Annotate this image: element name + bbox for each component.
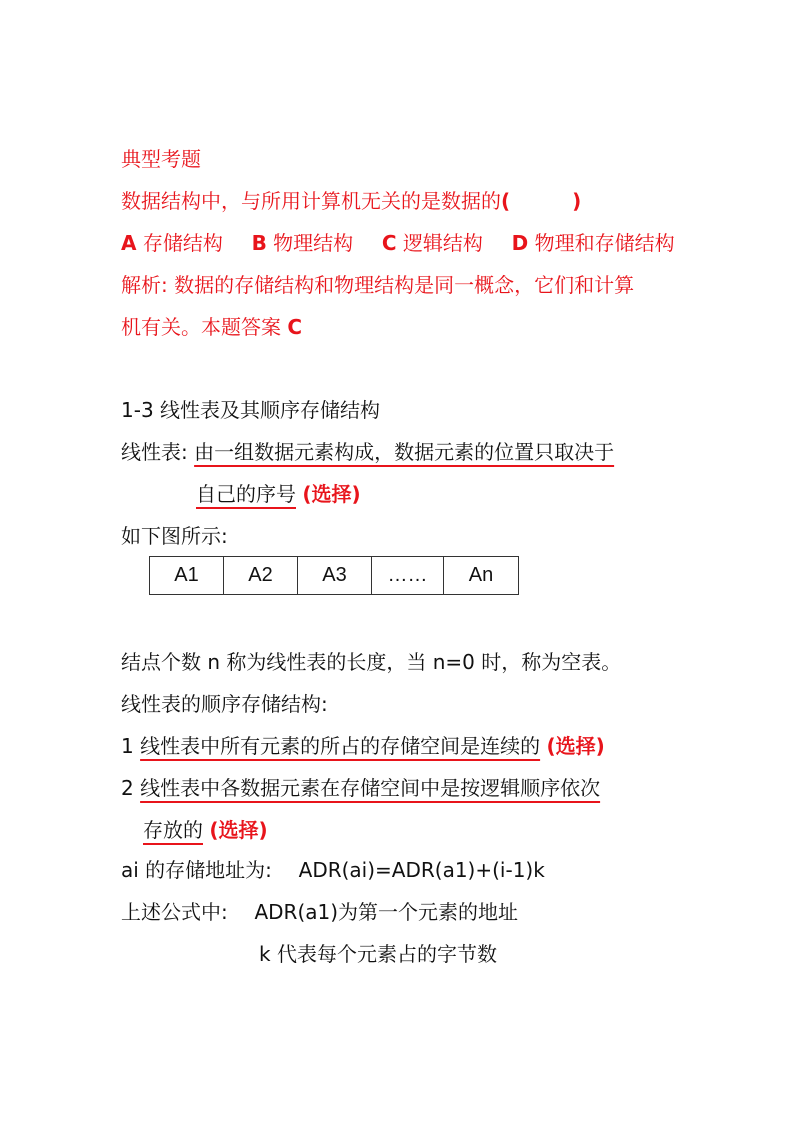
definition-text-cont: 自己的序号 [196, 482, 296, 506]
length-definition: 结点个数 n 称为线性表的长度，当 n=0 时，称为空表。 [121, 650, 622, 674]
figure-intro: 如下图所示: [121, 524, 228, 548]
array-cell: …… [372, 557, 444, 595]
select-tag: (选择) [209, 818, 268, 842]
array-cell: An [444, 557, 519, 595]
address-formula [121, 856, 545, 884]
point-text-cont: 存放的 [143, 818, 203, 842]
example-options [121, 229, 675, 257]
analysis-label: 解析: [121, 273, 168, 297]
definition-text: 由一组数据元素构成，数据元素的位置只取决于 [194, 440, 615, 464]
point-number: 2 [121, 776, 134, 800]
array-cell: A2 [224, 557, 298, 595]
point-1 [121, 732, 605, 760]
question-close-paren: ) [572, 189, 582, 213]
example-question [121, 187, 581, 215]
section-title-text: 线性表及其顺序存储结构 [160, 398, 381, 422]
address-label: ai 的存储地址为: [121, 858, 272, 882]
option-d: D 物理和存储结构 [511, 231, 675, 255]
point-2 [121, 774, 600, 802]
option-a: A 存储结构 [121, 231, 223, 255]
array-diagram [149, 556, 519, 595]
point-text: 线性表中所有元素的所占的存储空间是连续的 [140, 734, 541, 758]
point-2-cont [143, 816, 268, 844]
select-tag: (选择) [546, 734, 605, 758]
formula-label: 上述公式中: [121, 900, 228, 924]
question-open-paren: ( [501, 189, 511, 213]
select-tag: (选择) [302, 482, 361, 506]
address-formula-text: ADR(ai)=ADR(a1)+(i-1)k [298, 858, 545, 882]
answer-letter: C [287, 315, 303, 339]
formula-note-text: ADR(a1)为第一个元素的地址 [254, 900, 519, 924]
point-number: 1 [121, 734, 134, 758]
array-cell: A3 [298, 557, 372, 595]
point-text: 线性表中各数据元素在存储空间中是按逻辑顺序依次 [140, 776, 601, 800]
formula-note-2: k 代表每个元素占的字节数 [259, 942, 497, 966]
example-analysis-line2 [121, 313, 302, 341]
section-number: 1-3 [121, 398, 154, 422]
example-heading: 典型考题 [121, 147, 201, 171]
option-c: C 逻辑结构 [381, 231, 483, 255]
analysis-text: 数据的存储结构和物理结构是同一概念，它们和计算 [174, 273, 635, 297]
storage-heading: 线性表的顺序存储结构: [121, 692, 328, 716]
example-analysis-line1 [121, 271, 634, 299]
question-text: 数据结构中，与所用计算机无关的是数据的 [121, 189, 501, 213]
definition-line2 [196, 480, 361, 508]
definition-label: 线性表: [121, 440, 188, 464]
option-b: B 物理结构 [251, 231, 354, 255]
analysis-text-cont: 机有关。本题答案 [121, 315, 281, 339]
section-title [121, 396, 380, 424]
definition-line1 [121, 438, 614, 466]
formula-note-1 [121, 898, 518, 926]
array-cell: A1 [150, 557, 224, 595]
